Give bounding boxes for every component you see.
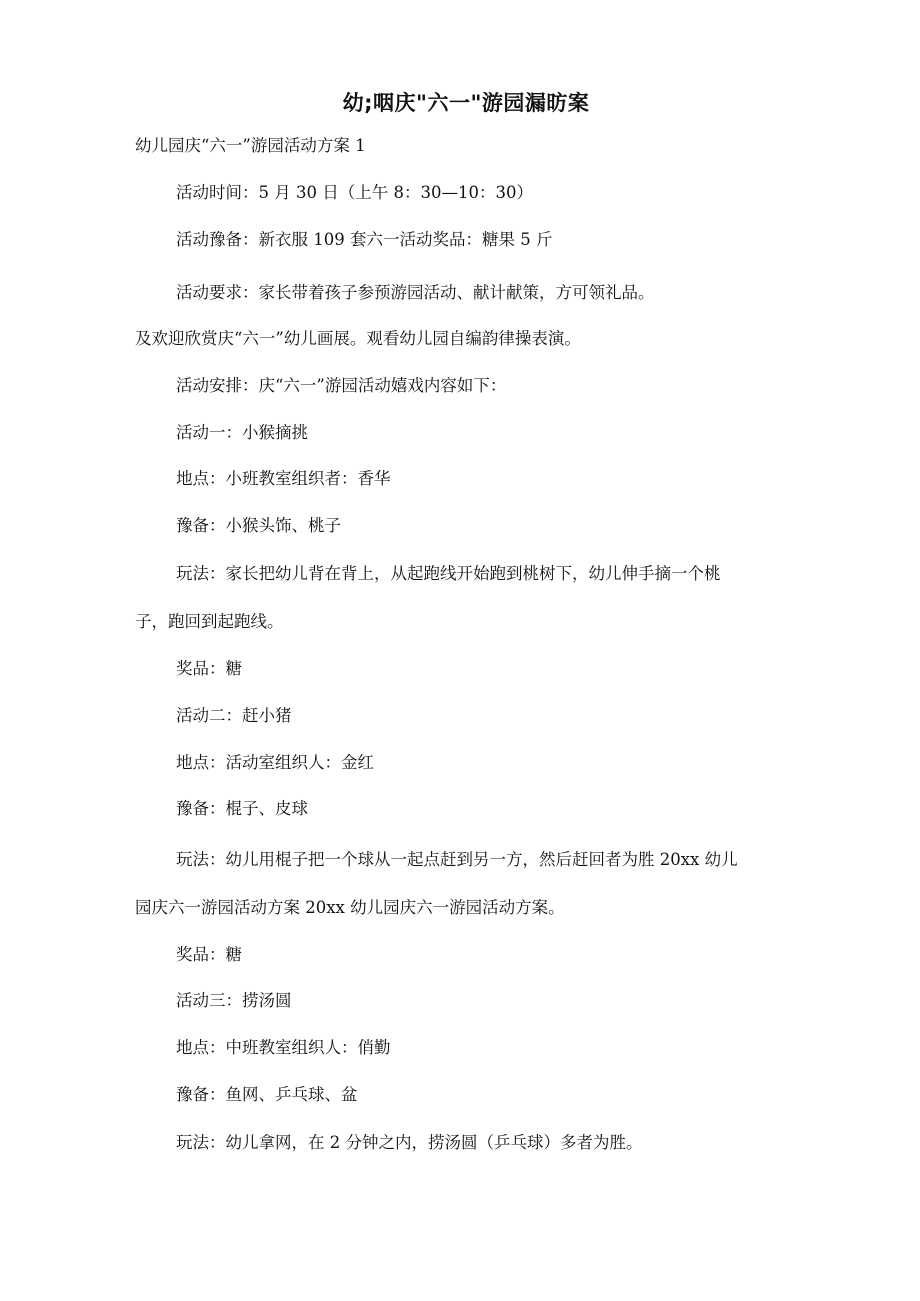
activity-requirements: 活动要求：家长带着孩子参预游园活动、献计献策，方可领礼品。 [176, 283, 655, 302]
activity-three-location: 地点：中班教室组织人：俏勤 [176, 1038, 391, 1057]
activity-two-rules-cont: 园庆六一游园活动方案 20xx 幼儿园庆六一游园活动方案。 [135, 898, 565, 917]
activity-three-props: 豫备：鱼网、乒乓球、盆 [176, 1085, 358, 1104]
activity-one-location: 地点：小班教室组织者：香华 [176, 469, 391, 488]
activity-preparation: 活动豫备：新衣服 109 套六一活动奖品：糖果 5 斤 [176, 230, 553, 249]
activity-one-rules-cont: 子，跑回到起跑线。 [135, 612, 284, 631]
plan-heading: 幼儿园庆“六一”游园活动方案 1 [135, 136, 366, 155]
activity-time: 活动时间：5 月 30 日（上午 8：30—10：30） [176, 183, 533, 202]
activity-one-prize: 奖品：糖 [176, 659, 242, 678]
activity-two-prize: 奖品：糖 [176, 945, 242, 964]
activity-two-rules: 玩法：幼儿用棍子把一个球从一起点赶到另一方，然后赶回者为胜 20xx 幼儿 [176, 850, 738, 869]
activity-one-rules: 玩法：家长把幼儿背在背上，从起跑线开始跑到桃树下，幼儿伸手摘一个桃 [176, 564, 721, 583]
activity-two-heading: 活动二：赶小猪 [176, 706, 292, 725]
welcome-line: 及欢迎欣赏庆“六一”幼儿画展。观看幼儿园自编韵律操表演。 [135, 329, 581, 348]
activity-one-heading: 活动一：小猴摘挑 [176, 423, 308, 442]
activity-one-props: 豫备：小猴头饰、桃子 [176, 516, 341, 535]
activity-three-rules: 玩法：幼儿拿网，在 2 分钟之内，捞汤圆（乒乓球）多者为胜。 [176, 1133, 643, 1152]
document-title: 幼;咽庆"六一"游园漏昉案 [342, 91, 590, 115]
activity-two-props: 豫备：棍子、皮球 [176, 799, 308, 818]
activity-two-location: 地点：活动室组织人：金红 [176, 753, 374, 772]
activity-arrangement: 活动安排：庆“六一”游园活动嬉戏内容如下： [176, 376, 507, 395]
activity-three-heading: 活动三：捞汤圆 [176, 991, 292, 1010]
